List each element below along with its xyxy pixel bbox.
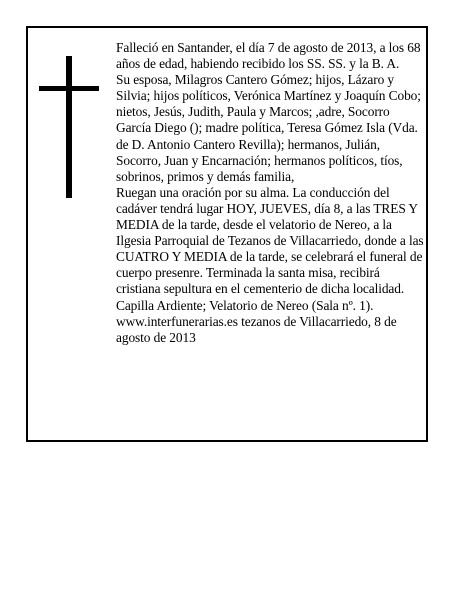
cross-horizontal-bar [39, 86, 99, 91]
cross-icon [28, 28, 108, 228]
cross-vertical-bar [66, 56, 72, 198]
death-announcement: Falleció en Santander, el día 7 de agosto de 2013, a los 68 años de edad, habiendo recibido los SS. SS. y la B. A. [116, 40, 421, 72]
family-list: Su esposa, Milagros Cantero Gómez; hijos, Lázaro y Silvia; hijos políticos, Verónica Martínez y Joaquín Cobo; nietos, Jesús, Judith, Paula y Marcos; ,adre, Socorro García Diego (); madre política, Teresa Gómez Isla (Vda. de D. Antonio Cantero Revilla); hermanos, Julián, Socorro, Juan y Encarnación; hermanos políticos, tíos, sobrinos, primos y demás familia, [116, 72, 421, 184]
obituary-notice [26, 26, 428, 442]
funeral-details: Ruegan una oración por su alma. La conducción del cadáver tendrá lugar HOY, JUEVES, día 8, a las TRES Y MEDIA de la tarde, desde el velatorio de Nereo, a la Ilgesia Parroquial de Tezanos de Villacarriedo, donde a las CUATRO Y MEDIA de la tarde, se celebrará el funeral de cuerpo presenre. Terminada la santa misa, recibirá cristiana sepultura en el cementerio de dicha localidad. Capilla Ardiente; Velatorio de Nereo (Sala nº. 1). [116, 184, 424, 313]
notice-body [116, 40, 424, 346]
source-and-date: www.interfunerarias.es tezanos de Villacarriedo, 8 de agosto de 2013 [116, 313, 397, 345]
